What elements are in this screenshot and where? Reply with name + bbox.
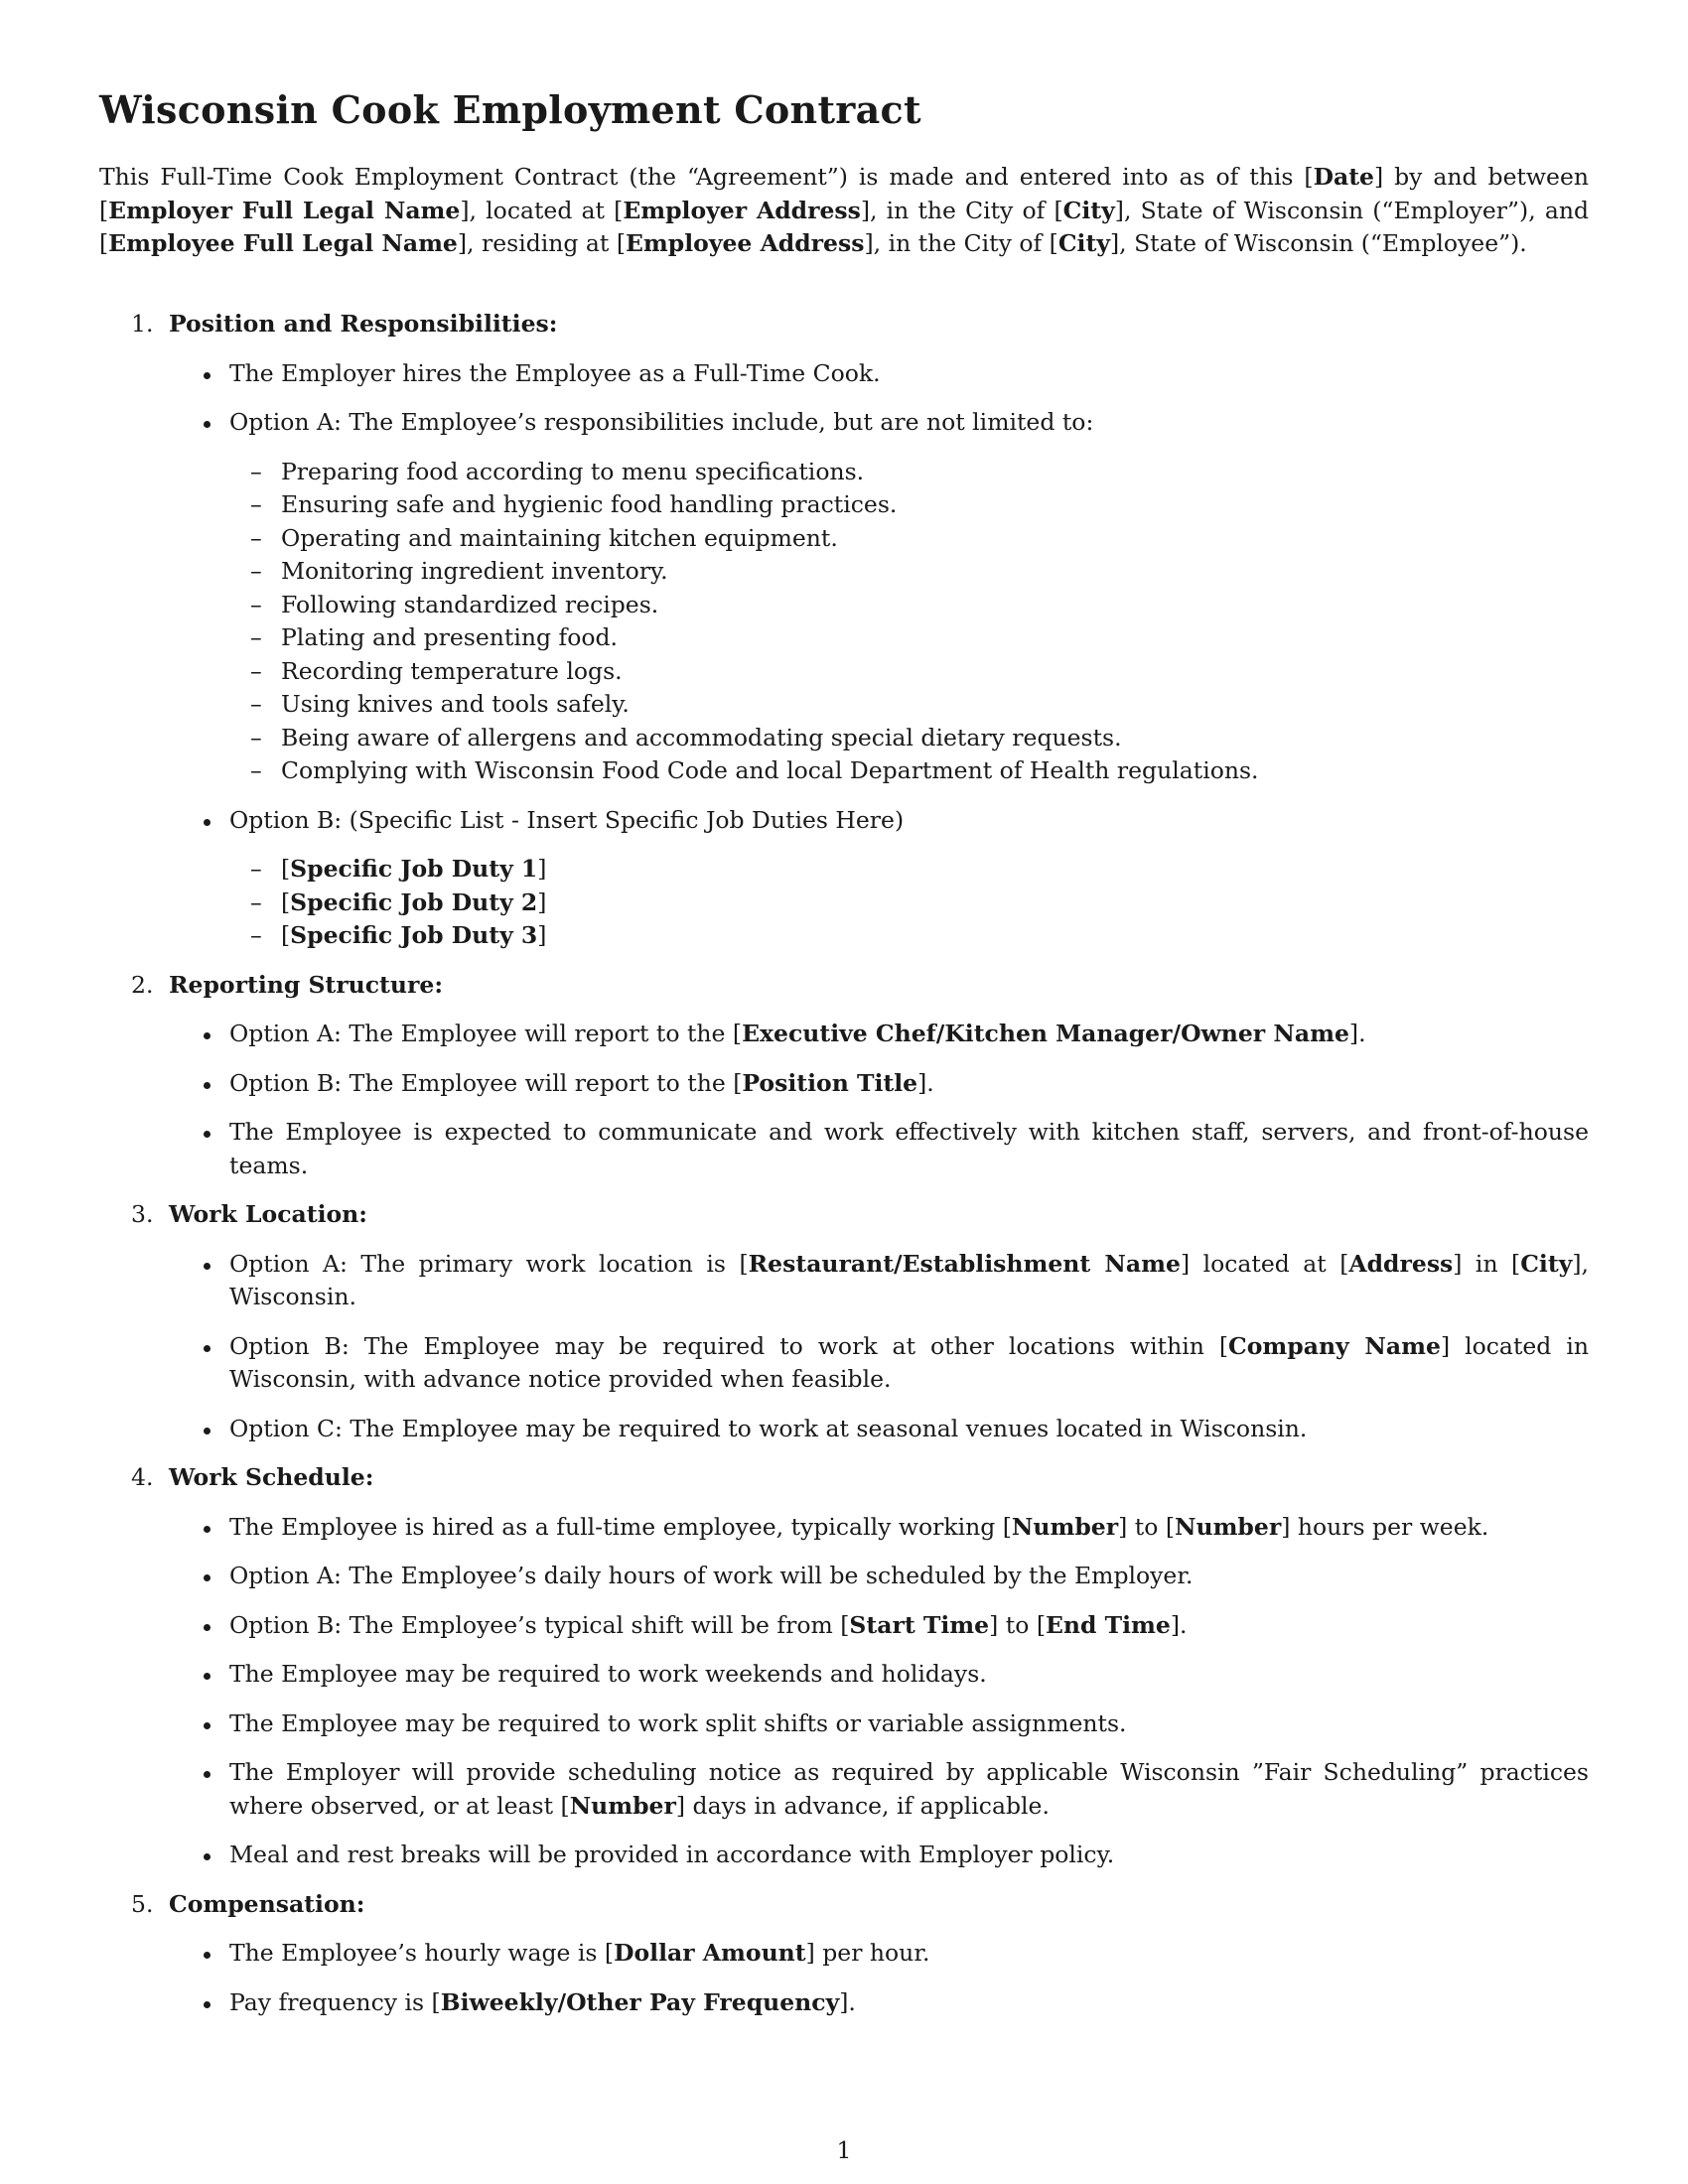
bullet-list (169, 1937, 1589, 2019)
section-number: 3. (131, 1200, 154, 1228)
sub-list-item (229, 456, 1589, 489)
bullet-icon (204, 1082, 211, 1089)
text-run: Option A: The Employee’s daily hours of work will be scheduled by the Employer. (229, 1562, 1194, 1589)
placeholder-field: Company Name (1228, 1331, 1441, 1360)
section-heading: Reporting Structure: (169, 970, 443, 999)
text-run: ], Wisconsin. (229, 1249, 1589, 1310)
bullet-icon (204, 421, 211, 428)
text-run: ] per hour. (805, 1939, 930, 1967)
sub-list-item (229, 919, 1589, 953)
bullet-icon (204, 1673, 211, 1680)
placeholder-field: Position Title (742, 1068, 918, 1097)
bullet-icon (204, 1952, 211, 1959)
text-run: ] (537, 887, 547, 916)
section-number: 4. (131, 1463, 154, 1491)
text-run: The Employee may be required to work weekends and holidays. (229, 1660, 987, 1688)
list-item (169, 1560, 1589, 1593)
text-run: The Employer hires the Employee as a Full-Time Cook. (229, 358, 881, 387)
sub-list-item (229, 522, 1589, 556)
bullet-list (169, 1511, 1589, 1872)
list-item-text (229, 406, 1589, 440)
list-item-text (229, 1609, 1589, 1643)
bullet-icon (204, 1624, 211, 1631)
list-item-text (229, 1658, 1589, 1692)
bullet-icon (204, 1526, 211, 1533)
text-run: ] located in Wisconsin, with advance notice provided when feasible. (229, 1331, 1589, 1393)
sub-list-item (229, 655, 1589, 689)
list-item (169, 1330, 1589, 1397)
bullet-list (169, 357, 1589, 953)
text-run: ], State of Wisconsin (“Employee”). (1109, 229, 1527, 257)
text-run: ] (537, 921, 547, 949)
text-run: ]. (1348, 1020, 1366, 1047)
placeholder-field: Specific Job Duty 1 (290, 855, 538, 883)
text-run: ]. (1170, 1610, 1188, 1639)
bullet-icon (204, 1428, 211, 1434)
bullet-icon (204, 1131, 211, 1138)
placeholder-field: Executive Chef/Kitchen Manager/Owner Name (742, 1020, 1349, 1047)
text-run: [ (99, 196, 109, 224)
section-heading: Work Schedule: (169, 1463, 374, 1491)
dash-icon: – (250, 855, 262, 883)
sub-list (229, 853, 1589, 953)
text-run: Complying with Wisconsin Food Code and local Department of Health regulations. (281, 756, 1259, 784)
list-item-text (229, 1756, 1589, 1823)
text-run: Option A: The Employee’s responsibilities include, but are not limited to: (229, 408, 1094, 436)
bullet-icon (204, 1722, 211, 1729)
dash-icon: – (250, 557, 262, 585)
sub-list-item (229, 555, 1589, 589)
list-item (169, 1511, 1589, 1545)
dash-icon: – (250, 690, 262, 718)
text-run: The Employee may be required to work split shifts or variable assignments. (229, 1708, 1127, 1737)
placeholder-field: Employer Full Legal Name (108, 196, 461, 224)
sub-list (229, 456, 1589, 788)
list-item (169, 1413, 1589, 1446)
sub-list-item (229, 887, 1589, 920)
dash-icon: – (250, 523, 262, 552)
dash-icon: – (250, 921, 262, 949)
list-item (169, 1658, 1589, 1692)
bullet-icon (204, 1771, 211, 1778)
text-run: ]. (839, 1987, 856, 2016)
bullet-icon (204, 1032, 211, 1039)
text-run: ], State of Wisconsin (“Employer”), and [ (99, 196, 1590, 257)
bullet-icon (204, 819, 211, 826)
text-run: ] to [ (989, 1610, 1046, 1639)
list-item (169, 1986, 1589, 2020)
list-item (169, 406, 1589, 788)
text-run: [ (281, 921, 291, 949)
bullet-icon (204, 1345, 211, 1352)
section-list (99, 308, 1589, 2019)
section-1 (99, 308, 1589, 953)
list-item-text (229, 1330, 1589, 1397)
list-item (169, 1839, 1589, 1872)
placeholder-field: Employee Full Legal Name (108, 229, 458, 257)
list-item-text (229, 1116, 1589, 1182)
placeholder-field: Specific Job Duty 2 (290, 887, 538, 916)
placeholder-field: Employee Address (626, 229, 865, 257)
text-run: Monitoring ingredient inventory. (281, 557, 668, 585)
placeholder-field: City (1057, 229, 1110, 257)
dash-icon: – (250, 490, 262, 518)
text-run: Pay frequency is [ (229, 1987, 441, 2016)
text-run: Option A: The primary work location is [ (229, 1249, 749, 1278)
placeholder-field: Biweekly/Other Pay Frequency (440, 1987, 840, 2016)
list-item (169, 357, 1589, 391)
section-5 (99, 1888, 1589, 2020)
section-2 (99, 969, 1589, 1183)
text-run: Option A: The Employee will report to the [ (229, 1020, 743, 1047)
dash-icon: – (250, 887, 262, 916)
list-item-text (229, 1067, 1589, 1101)
sub-list-item (229, 853, 1589, 887)
list-item-text (229, 357, 1589, 391)
text-run: The Employee’s hourly wage is [ (229, 1939, 615, 1967)
list-item (169, 1937, 1589, 1971)
list-item-text (229, 1707, 1589, 1741)
placeholder-field: Employer Address (623, 196, 861, 224)
text-run: Using knives and tools safely. (281, 690, 630, 718)
text-run: [ (1304, 163, 1314, 191)
text-run: Being aware of allergens and accommodating special dietary requests. (281, 723, 1122, 751)
list-item-text (229, 1986, 1589, 2020)
text-run: Option B: (Specific List - Insert Specific Job Duties Here) (229, 805, 905, 834)
sub-list-item (229, 722, 1589, 755)
sub-list-item (229, 488, 1589, 522)
placeholder-field: Number (569, 1791, 676, 1820)
list-item (169, 1707, 1589, 1741)
list-item-text (229, 1937, 1589, 1971)
text-run: Option B: The Employee will report to the [ (229, 1068, 743, 1097)
text-run: ] by and between (1374, 163, 1590, 191)
section-heading: Position and Responsibilities: (169, 310, 558, 338)
sub-list-item (229, 589, 1589, 622)
text-run: Recording temperature logs. (281, 656, 623, 685)
text-run: Following standardized recipes. (281, 590, 659, 618)
sub-list-item (229, 621, 1589, 655)
section-heading: Compensation: (169, 1889, 365, 1918)
section-number: 1. (131, 310, 154, 338)
placeholder-field: End Time (1046, 1610, 1171, 1639)
placeholder-field: Specific Job Duty 3 (290, 921, 538, 949)
text-run: Option C: The Employee may be required to work at seasonal venues located in Wisconsin. (229, 1414, 1308, 1442)
bullet-list (169, 1018, 1589, 1182)
list-item-text (229, 1511, 1589, 1545)
placeholder-field: Address (1348, 1249, 1454, 1278)
list-item (169, 1609, 1589, 1643)
text-run: ] in [ (1453, 1249, 1521, 1278)
text-run: This Full-Time Cook Employment Contract (the “Agreement”) is made and entered into as of this (99, 163, 1305, 191)
section-heading: Work Location: (169, 1200, 367, 1228)
text-run: ] (537, 855, 547, 883)
dash-icon: – (250, 723, 262, 751)
list-item (169, 1756, 1589, 1823)
list-item-text (229, 1248, 1589, 1314)
text-run: Plating and presenting food. (281, 623, 619, 651)
list-item (169, 1067, 1589, 1101)
page-number: 1 (836, 2136, 852, 2164)
document-title: Wisconsin Cook Employment Contract (99, 87, 921, 132)
placeholder-field: Dollar Amount (614, 1939, 806, 1967)
text-run: Operating and maintaining kitchen equipment. (281, 523, 838, 552)
list-item-text (229, 804, 1589, 838)
dash-icon: – (250, 756, 262, 784)
text-run: Ensuring safe and hygienic food handling practices. (281, 490, 898, 518)
sub-list-item (229, 688, 1589, 722)
text-run: ] hours per week. (1281, 1512, 1489, 1541)
text-run: [ (281, 887, 291, 916)
dash-icon: – (250, 656, 262, 685)
dash-icon: – (250, 457, 262, 485)
bullet-icon (204, 1574, 211, 1581)
text-run: The Employee is hired as a full-time employee, typically working [ (229, 1512, 1012, 1541)
list-item (169, 1116, 1589, 1182)
text-run: ], residing at [ (457, 229, 627, 257)
placeholder-field: City (1062, 196, 1115, 224)
dash-icon: – (250, 590, 262, 618)
text-run: ] to [ (1118, 1512, 1175, 1541)
placeholder-field: Start Time (849, 1610, 990, 1639)
list-item-text (229, 1839, 1589, 1872)
bullet-icon (204, 1853, 211, 1860)
text-run: Option B: The Employee’s typical shift will be from [ (229, 1610, 850, 1639)
sub-list-item (229, 754, 1589, 788)
section-number: 5. (131, 1889, 154, 1918)
placeholder-field: City (1520, 1249, 1573, 1278)
section-4 (99, 1461, 1589, 1872)
list-item (169, 804, 1589, 953)
text-run: ], located at [ (460, 196, 624, 224)
text-run: ], in the City of [ (860, 196, 1063, 224)
bullet-list (169, 1248, 1589, 1446)
list-item (169, 1018, 1589, 1051)
dash-icon: – (250, 623, 262, 651)
placeholder-field: Number (1011, 1512, 1119, 1541)
intro-paragraph (99, 161, 1589, 261)
section-3 (99, 1198, 1589, 1445)
text-run: Option B: The Employee may be required to work at other locations within [ (229, 1331, 1229, 1360)
list-item-text (229, 1018, 1589, 1051)
text-run: [ (281, 855, 291, 883)
text-run: ] days in advance, if applicable. (675, 1791, 1050, 1820)
placeholder-field: Number (1175, 1512, 1282, 1541)
text-run: ]. (917, 1068, 934, 1097)
text-run: Meal and rest breaks will be provided in accordance with Employer policy. (229, 1841, 1115, 1868)
bullet-icon (204, 1263, 211, 1270)
list-item-text (229, 1560, 1589, 1593)
placeholder-field: Date (1313, 163, 1375, 191)
bullet-icon (204, 2001, 211, 2008)
bullet-icon (204, 372, 211, 379)
text-run: ] located at [ (1180, 1249, 1349, 1278)
placeholder-field: Restaurant/Establishment Name (748, 1249, 1181, 1278)
text-run: The Employer will provide scheduling notice as required by applicable Wisconsin ”Fair Scheduling” practices where observed, or at least [ (229, 1758, 1589, 1820)
text-run: ], in the City of [ (864, 229, 1058, 257)
section-number: 2. (131, 970, 154, 999)
text-run: Preparing food according to menu specifications. (281, 457, 865, 485)
list-item-text (229, 1413, 1589, 1446)
list-item (169, 1248, 1589, 1314)
text-run: The Employee is expected to communicate and work effectively with kitchen staff, servers, and front-of-house teams. (229, 1118, 1589, 1179)
